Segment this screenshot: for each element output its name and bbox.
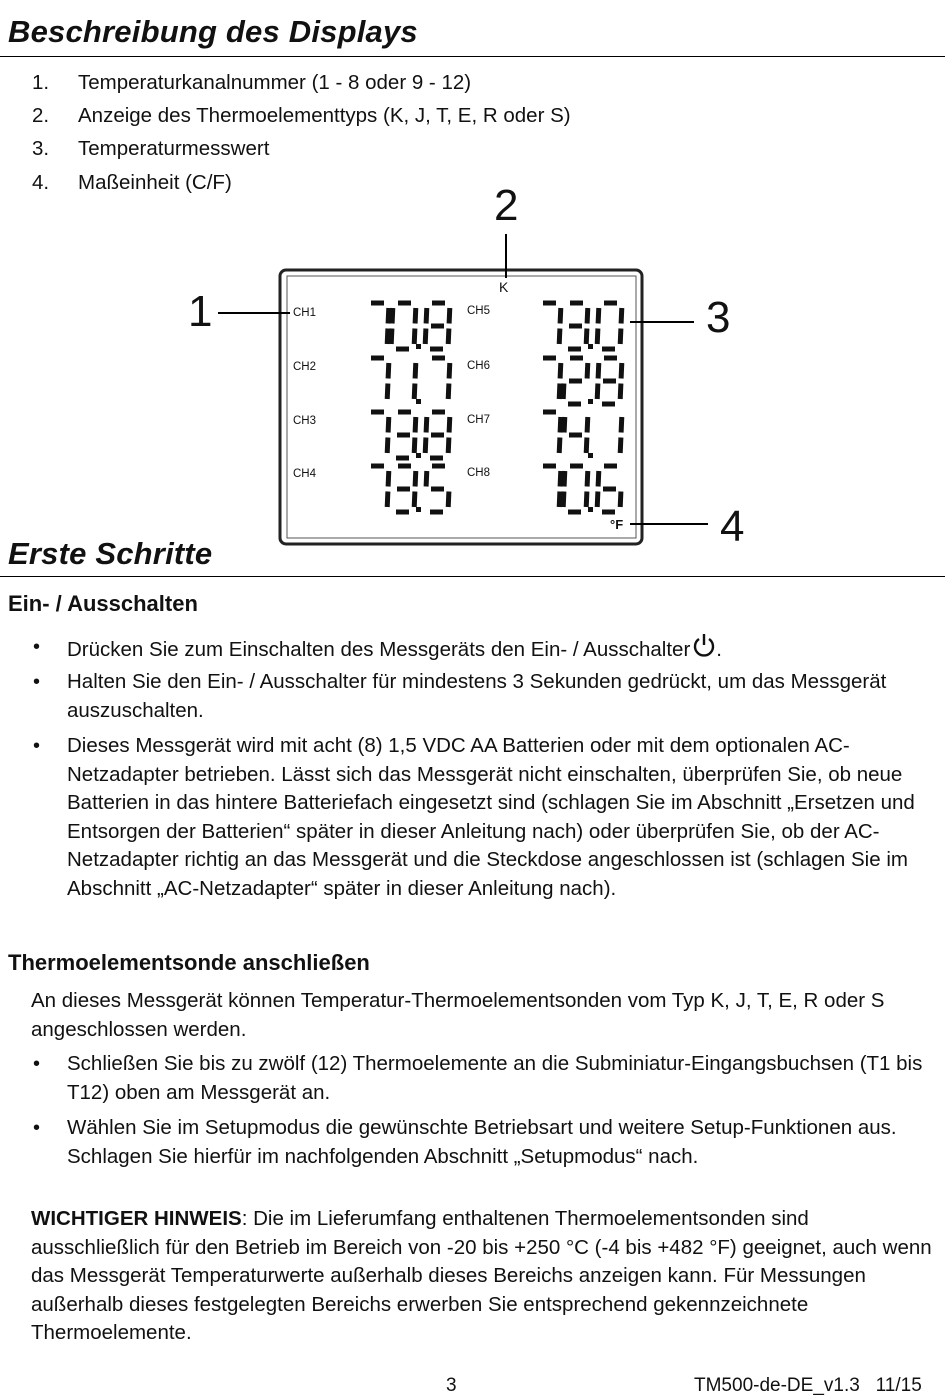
segment [587, 417, 588, 433]
thermocouple-type-indicator: K [499, 279, 509, 295]
segment [560, 417, 561, 433]
segment [587, 471, 588, 487]
subsection-title-thermocouple: Thermoelementsonde anschließen [8, 950, 370, 975]
intro-paragraph: An dieses Messgerät können Temperatur-Thermoelementsonden vom Typ K, J, T, E, R oder S angeschlossen werden. [31, 989, 885, 1041]
callout-1: 1 [188, 287, 213, 336]
list-item: Temperaturkanalnummer (1 - 8 oder 9 - 12) [78, 71, 472, 94]
heading-rule [0, 576, 945, 577]
decimal-point [588, 344, 593, 349]
segment [598, 471, 599, 487]
segment [620, 492, 621, 508]
segment [597, 492, 598, 508]
segment [621, 308, 622, 324]
segment [586, 438, 587, 454]
bullet-icon: • [33, 636, 41, 658]
decimal-point [416, 507, 421, 512]
segment [388, 363, 389, 379]
segment [425, 438, 426, 454]
channel-label-ch8: CH8 [467, 467, 491, 479]
segment [388, 308, 389, 324]
list-number: 2. [32, 104, 50, 127]
segment [449, 308, 450, 324]
channel-label-ch2: CH2 [293, 361, 317, 373]
segment [621, 417, 622, 433]
segment [560, 363, 561, 379]
bullet-icon: • [33, 1117, 41, 1139]
bullet-icon: • [33, 735, 41, 757]
segment [564, 417, 565, 433]
segment [563, 492, 564, 508]
segment [598, 308, 599, 324]
segment [448, 492, 449, 508]
segment [559, 438, 560, 454]
segment [559, 492, 560, 508]
channel-label-ch3: CH3 [293, 415, 317, 427]
unit-indicator: °F [610, 517, 624, 532]
segment [388, 471, 389, 487]
decimal-point [416, 399, 421, 404]
segment [414, 492, 415, 508]
decimal-point [588, 453, 593, 458]
segment [621, 363, 622, 379]
segment [597, 384, 598, 400]
segment [388, 417, 389, 433]
segment [449, 417, 450, 433]
power-icon [692, 633, 716, 659]
note-text: : Die im Lieferumfang enthaltenen Thermoelementsonden sind ausschließlich für den Betrieb im Bereich von -20 bis +250 °C (-4 bis +482 °F) geeignet, auch wenn das Messgerät Temperaturwerte außerhalb dieses Bereichs anzeigen kann. Für Messungen außerhalb dieses festgelegten Bereichs erwerben Sie entsprechend gekennzeichnete Thermoelemente. [31, 1207, 932, 1344]
channel-label-ch6: CH6 [467, 360, 491, 372]
segment [560, 308, 561, 324]
segment [620, 384, 621, 400]
segment [425, 329, 426, 345]
list-item: Maßeinheit (C/F) [78, 171, 232, 194]
list-number: 1. [32, 71, 50, 94]
segment [620, 438, 621, 454]
decimal-point [416, 453, 421, 458]
list-item: Anzeige des Thermoelementtyps (K, J, T, E, R oder S) [78, 104, 571, 127]
decimal-point [588, 399, 593, 404]
callout-3: 3 [706, 293, 731, 342]
decimal-point [416, 344, 421, 349]
lcd-readings [0, 0, 950, 560]
segment [449, 363, 450, 379]
segment [563, 384, 564, 400]
bullet-icon: • [33, 671, 41, 693]
segment [426, 471, 427, 487]
segment [564, 471, 565, 487]
list-number: 4. [32, 171, 50, 194]
channel-label-ch5: CH5 [467, 305, 491, 317]
list-item: Wählen Sie im Setupmodus die gewünschte Betriebsart und weitere Setup-Funktionen aus. Schlagen Sie hierfür im nachfolgenden Abschnitt „Setupmodus“ nach. [67, 1116, 897, 1168]
segment [387, 438, 388, 454]
segment [560, 471, 561, 487]
bullet-text: Drücken Sie zum Einschalten des Messgeräts den Ein- / Ausschalter [67, 638, 691, 661]
segment [392, 308, 393, 324]
segment [586, 492, 587, 508]
page-number: 3 [446, 1375, 457, 1396]
segment [426, 308, 427, 324]
segment [415, 417, 416, 433]
section-title-display: Beschreibung des Displays [8, 14, 418, 49]
segment [387, 329, 388, 345]
segment [448, 329, 449, 345]
section-title-getting-started: Erste Schritte [8, 536, 213, 571]
list-item: Schließen Sie bis zu zwölf (12) Thermoelemente an die Subminiatur-Eingangsbuchsen (T1 bis T12) oben am Messgerät an. [67, 1052, 923, 1104]
list-number: 3. [32, 137, 50, 160]
segment [414, 329, 415, 345]
segment [559, 384, 560, 400]
list-item: Halten Sie den Ein- / Ausschalter für mindestens 3 Sekunden gedrückt, um das Messgerät auszuschalten. [67, 670, 887, 722]
channel-label-ch4: CH4 [293, 468, 317, 480]
segment [426, 417, 427, 433]
segment [415, 471, 416, 487]
segment [387, 492, 388, 508]
segment [598, 363, 599, 379]
segment [597, 329, 598, 345]
channel-label-ch1: CH1 [293, 307, 317, 319]
callout-4: 4 [720, 502, 745, 551]
segment [415, 363, 416, 379]
segment [587, 363, 588, 379]
segment [414, 438, 415, 454]
important-note [31, 1205, 941, 1348]
segment [414, 384, 415, 400]
callout-2: 2 [494, 181, 519, 230]
segment [391, 329, 392, 345]
list-item: Dieses Messgerät wird mit acht (8) 1,5 VDC AA Batterien oder mit dem optionalen AC-Netzadapter betrieben. Lässt sich das Messgerät nicht einschalten, überprüfen Sie, ob neue Batterien in das hintere Batteriefach eingesetzt sind (schlagen Sie im Abschnitt „Ersetzen und Entsorgen der Batterien“ später in dieser Anleitung nach) oder überprüfen Sie, ob der AC-Netzadapter richtig an das Messgerät und die Steckdose angeschlossen ist (schlagen Sie im Abschnitt „AC-Netzadapter“ später in dieser Anleitung nach). [67, 734, 915, 900]
decimal-point [588, 507, 593, 512]
list-item: Temperaturmesswert [78, 137, 270, 160]
segment [387, 384, 388, 400]
segment [586, 329, 587, 345]
subsection-title-power: Ein- / Ausschalten [8, 591, 198, 616]
document-id: TM500-de-DE_v1.3 11/15 [694, 1375, 922, 1396]
list-item: Drücken Sie zum Einschalten des Messgeräts den Ein- / Ausschalter . [67, 633, 937, 665]
segment [415, 308, 416, 324]
segment [587, 308, 588, 324]
note-label: WICHTIGER HINWEIS [31, 1207, 242, 1230]
segment [448, 384, 449, 400]
segment [559, 329, 560, 345]
channel-label-ch7: CH7 [467, 414, 491, 426]
segment [448, 438, 449, 454]
segment [620, 329, 621, 345]
bullet-icon: • [33, 1053, 41, 1075]
